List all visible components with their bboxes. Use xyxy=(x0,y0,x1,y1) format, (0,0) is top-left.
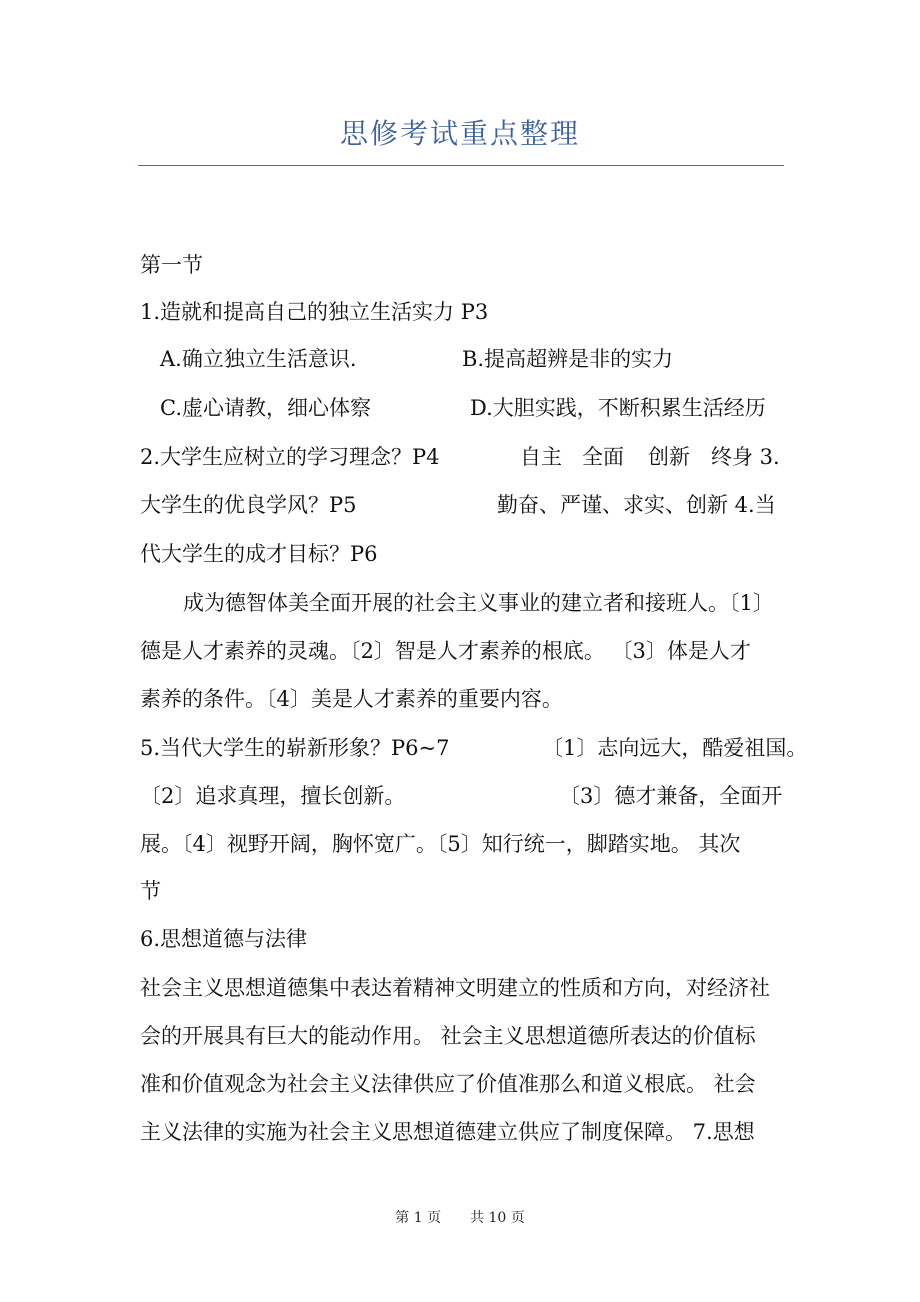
question-5-line xyxy=(140,733,808,763)
question-6: 6.思想道德与法律 xyxy=(140,927,308,951)
option-c: C.虚心请教，细心体察 xyxy=(160,396,371,420)
question-2: 2.大学生应树立的学习理念？P4 xyxy=(140,445,440,469)
option-b: B.提高超辨是非的实力 xyxy=(462,347,674,371)
answer-term: 全面 xyxy=(582,445,624,469)
paragraph-line: 会的开展具有巨大的能动作用。 社会主义思想道德所表达的价值标 xyxy=(140,1024,756,1048)
question-4: 代大学生的成才目标？P6 xyxy=(140,542,378,566)
answer-term: 自主 xyxy=(520,445,562,469)
option-d: D.大胆实践，不断积累生活经历 xyxy=(470,396,766,420)
answer-5-item: 〔3〕德才兼备，全面开 xyxy=(559,784,783,808)
question-2-line xyxy=(140,442,782,472)
paragraph-line: 展。〔4〕视野开阔，胸怀宽广。〔5〕知行统一，脚踏实地。 其次 xyxy=(140,832,741,856)
section-heading-2: 节 xyxy=(140,879,161,903)
document-title: 思修考试重点整理 xyxy=(339,117,580,150)
paragraph-line: 社会主义思想道德集中表达着精神文明建立的性质和方向，对经济社 xyxy=(140,976,770,1000)
page-footer xyxy=(0,1207,920,1227)
answer-5-item: 〔2〕追求真理，擅长创新。 xyxy=(140,784,406,808)
paragraph-line: 素养的条件。〔4〕美是人才素养的重要内容。 xyxy=(140,687,563,711)
option-row-ab xyxy=(140,344,782,374)
question-3: 大学生的优良学风？P5 xyxy=(140,493,357,517)
answer-term: 终身 3. xyxy=(711,445,780,469)
answer-5-line xyxy=(140,781,782,811)
answer-5: 〔1〕志向远大，酷爱祖国。 xyxy=(542,736,808,760)
question-1: 1.造就和提高自己的独立生活实力 P3 xyxy=(140,300,489,324)
option-row-cd xyxy=(140,393,782,423)
answer-3: 勤奋、严谨、求实、创新 4.当 xyxy=(497,493,776,517)
paragraph-line: 准和价值观念为社会主义法律供应了价值准那么和道义根底。 社会 xyxy=(140,1072,756,1096)
paragraph-line: 成为德智体美全面开展的社会主义事业的建立者和接班人。〔1〕 xyxy=(183,591,774,615)
paragraph-line: 德是人才素养的灵魂。〔2〕智是人才素养的根底。 〔3〕体是人才 xyxy=(140,639,751,663)
section-heading-1: 第一节 xyxy=(140,253,203,277)
question-5: 5.当代大学生的崭新形象？P6~7 xyxy=(140,736,450,760)
option-a: A.确立独立生活意识. xyxy=(160,347,357,371)
page-total: 共 10 页 xyxy=(470,1210,525,1226)
question-3-line xyxy=(140,490,782,520)
title-underline xyxy=(138,165,784,166)
paragraph-line: 主义法律的实施为社会主义思想道德建立供应了制度保障。 7.思想 xyxy=(140,1120,755,1144)
answer-term: 创新 xyxy=(648,445,690,469)
page-number: 第 1 页 xyxy=(395,1210,442,1226)
